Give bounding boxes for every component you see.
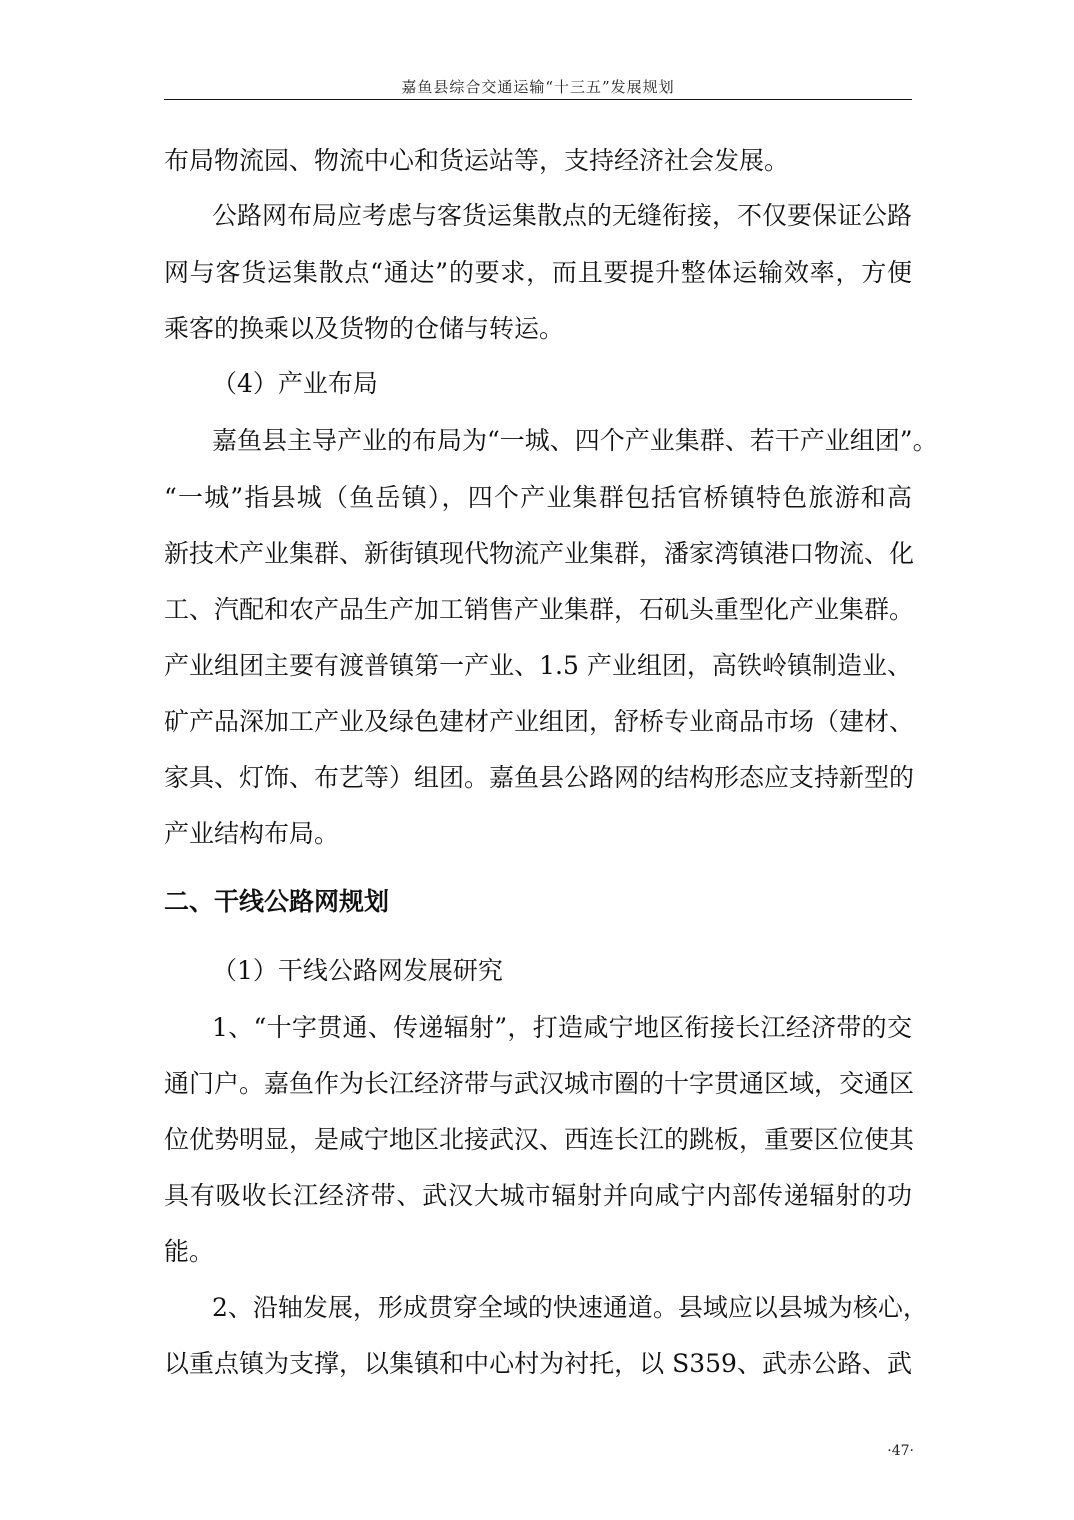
body-line: 以重点镇为支撑，以集镇和中心村为衬托，以 S359、武赤公路、武 (164, 1349, 912, 1378)
section-heading: 二、干线公路网规划 (164, 887, 390, 916)
body-line: 2、沿轴发展，形成贯穿全域的快速通道。县域应以县城为核心， (212, 1293, 928, 1322)
body-line: 布局物流园、物流中心和货运站等，支持经济社会发展。 (164, 146, 790, 175)
body-line: 能。 (164, 1237, 215, 1266)
body-line: 工、汽配和农产品生产加工销售产业集群，石矶头重型化产业集群。 (164, 595, 915, 624)
body-line: 公路网布局应考虑与客货运集散点的无缝衔接，不仅要保证公路 (212, 201, 913, 230)
body-line: 1、“十字贯通、传递辐射”，打造咸宁地区衔接长江经济带的交 (212, 1013, 912, 1042)
body-line: 乘客的换乘以及货物的仓储与转运。 (164, 314, 565, 343)
subsection-heading: （1）干线公路网发展研究 (212, 956, 503, 985)
body-line: 矿产品深加工产业及绿色建材产业组团，舒桥专业商品市场（建材、 (164, 707, 915, 736)
body-line: 新技术产业集群、新街镇现代物流产业集群，潘家湾镇港口物流、化 (164, 539, 915, 568)
body-line: 位优势明显，是咸宁地区北接武汉、西连长江的跳板，重要区位使其 (164, 1125, 915, 1154)
body-line: “一城”指县城（鱼岳镇），四个产业集群包括官桥镇特色旅游和高 (164, 483, 912, 512)
body-line: 家具、灯饰、布艺等）组团。嘉鱼县公路网的结构形态应支持新型的 (164, 763, 915, 792)
body-line: 嘉鱼县主导产业的布局为“一城、四个产业集群、若干产业组团”。 (212, 426, 938, 455)
body-line: 网与客货运集散点“通达”的要求，而且要提升整体运输效率，方便 (164, 258, 912, 287)
body-line: 通门户。嘉鱼作为长江经济带与武汉城市圈的十字贯通区域，交通区 (164, 1069, 915, 1098)
subsection-heading: （4）产业布局 (212, 369, 378, 398)
body-line: 具有吸收长江经济带、武汉大城市辐射并向咸宁内部传递辐射的功 (164, 1181, 912, 1210)
running-header: 嘉鱼县综合交通运输“十三五”发展规划 (401, 78, 675, 96)
header-divider (164, 99, 912, 100)
page-number: ·47· (887, 1443, 914, 1459)
body-line: 产业结构布局。 (164, 819, 340, 848)
body-line: 产业组团主要有渡普镇第一产业、1.5 产业组团，高铁岭镇制造业、 (164, 651, 912, 680)
